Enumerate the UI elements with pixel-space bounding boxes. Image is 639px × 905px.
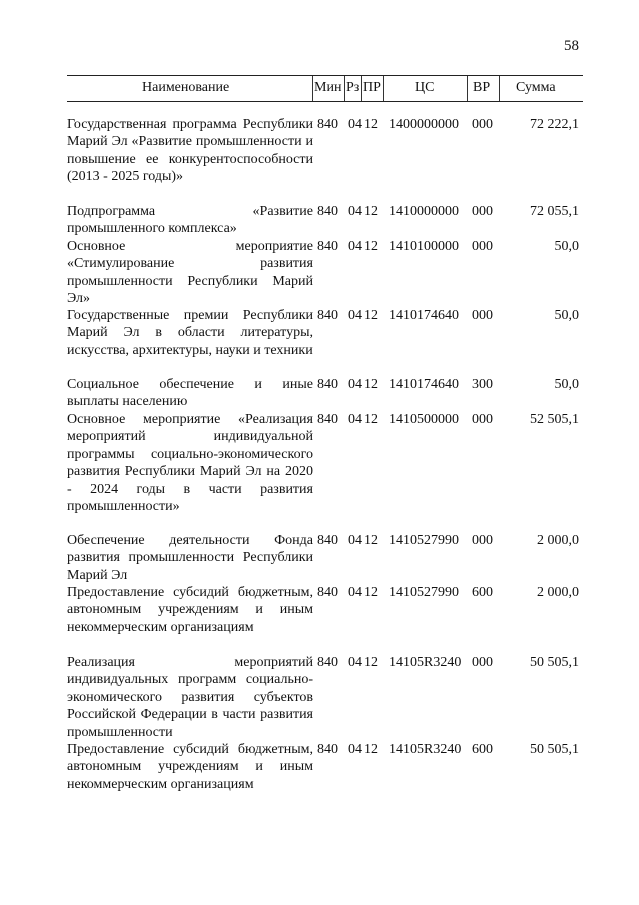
row-pr: 12 <box>364 412 378 427</box>
row-pr: 12 <box>364 239 378 254</box>
row-name: Реализация мероприятий индивидуальных программ социально-экономического развития субъектов Российской Федерации в части развития промышленности <box>67 655 313 740</box>
row-rz: 04 <box>348 655 362 670</box>
row-pr: 12 <box>364 742 378 757</box>
row-sum: 50,0 <box>554 377 579 392</box>
row-min: 840 <box>317 655 338 670</box>
row-vr: 000 <box>472 239 493 254</box>
row-name: Социальное обеспечение и иные выплаты населению <box>67 377 313 410</box>
row-sum: 72 055,1 <box>530 204 579 219</box>
row-cs: 1410174640 <box>389 377 459 392</box>
row-sum: 50,0 <box>554 239 579 254</box>
header-sum: Сумма <box>516 80 556 95</box>
header-name: Наименование <box>142 80 230 95</box>
row-cs: 1410527990 <box>389 585 459 600</box>
header-vr: ВР <box>473 80 491 95</box>
row-rz: 04 <box>348 117 362 132</box>
row-cs: 14105R3240 <box>389 742 462 757</box>
row-cs: 1410000000 <box>389 204 459 219</box>
row-sum: 52 505,1 <box>530 412 579 427</box>
row-min: 840 <box>317 585 338 600</box>
row-rz: 04 <box>348 742 362 757</box>
header-divider <box>467 76 468 101</box>
row-vr: 600 <box>472 742 493 757</box>
row-sum: 2 000,0 <box>537 585 579 600</box>
row-name: Подпрограмма «Развитие промышленного комплекса» <box>67 204 313 237</box>
row-pr: 12 <box>364 533 378 548</box>
row-sum: 50 505,1 <box>530 655 579 670</box>
row-cs: 1410527990 <box>389 533 459 548</box>
row-name: Обеспечение деятельности Фонда развития промышленности Республики Марий Эл <box>67 533 313 583</box>
row-pr: 12 <box>364 585 378 600</box>
row-rz: 04 <box>348 377 362 392</box>
header-cs: ЦС <box>415 80 435 95</box>
row-pr: 12 <box>364 308 378 323</box>
row-pr: 12 <box>364 204 378 219</box>
row-vr: 000 <box>472 117 493 132</box>
row-cs: 1410174640 <box>389 308 459 323</box>
row-rz: 04 <box>348 204 362 219</box>
row-min: 840 <box>317 239 338 254</box>
row-pr: 12 <box>364 377 378 392</box>
header-pr: ПР <box>363 80 381 95</box>
row-sum: 50,0 <box>554 308 579 323</box>
row-sum: 50 505,1 <box>530 742 579 757</box>
row-vr: 000 <box>472 655 493 670</box>
header-divider <box>344 76 345 101</box>
header-min: Мин <box>314 80 342 95</box>
row-vr: 000 <box>472 308 493 323</box>
row-pr: 12 <box>364 655 378 670</box>
row-cs: 1410100000 <box>389 239 459 254</box>
header-divider <box>499 76 500 101</box>
row-name: Государственные премии Республики Марий Эл в области литературы, искусства, архитектуры, науки и техники <box>67 308 313 358</box>
table-header <box>67 75 583 102</box>
row-rz: 04 <box>348 308 362 323</box>
header-divider <box>361 76 362 101</box>
row-vr: 600 <box>472 585 493 600</box>
header-divider <box>312 76 313 101</box>
row-cs: 1410500000 <box>389 412 459 427</box>
row-rz: 04 <box>348 239 362 254</box>
row-sum: 2 000,0 <box>537 533 579 548</box>
row-rz: 04 <box>348 412 362 427</box>
header-rz: Рз <box>346 80 360 95</box>
row-sum: 72 222,1 <box>530 117 579 132</box>
row-min: 840 <box>317 377 338 392</box>
row-vr: 000 <box>472 412 493 427</box>
row-min: 840 <box>317 308 338 323</box>
row-min: 840 <box>317 204 338 219</box>
row-rz: 04 <box>348 585 362 600</box>
row-name: Предоставление субсидий бюджетным, автономным учреждениям и иным некоммерческим организациям <box>67 742 313 792</box>
page-number: 58 <box>564 38 579 54</box>
row-pr: 12 <box>364 117 378 132</box>
row-cs: 1400000000 <box>389 117 459 132</box>
row-name: Основное мероприятие «Стимулирование развития промышленности Республики Марий Эл» <box>67 239 313 307</box>
row-vr: 000 <box>472 533 493 548</box>
row-vr: 000 <box>472 204 493 219</box>
row-min: 840 <box>317 117 338 132</box>
row-min: 840 <box>317 412 338 427</box>
row-rz: 04 <box>348 533 362 548</box>
row-name: Государственная программа Республики Марий Эл «Развитие промышленности и повышение ее конкурентоспособности (2013 - 2025 годы)» <box>67 117 313 185</box>
row-cs: 14105R3240 <box>389 655 462 670</box>
header-divider <box>383 76 384 101</box>
row-min: 840 <box>317 742 338 757</box>
row-min: 840 <box>317 533 338 548</box>
row-vr: 300 <box>472 377 493 392</box>
row-name: Основное мероприятие «Реализация мероприятий индивидуальной программы социально-экономического развития Республики Марий Эл на 2020 - 2024 годы в части развития промышленности» <box>67 412 313 515</box>
row-name: Предоставление субсидий бюджетным, автономным учреждениям и иным некоммерческим организациям <box>67 585 313 635</box>
